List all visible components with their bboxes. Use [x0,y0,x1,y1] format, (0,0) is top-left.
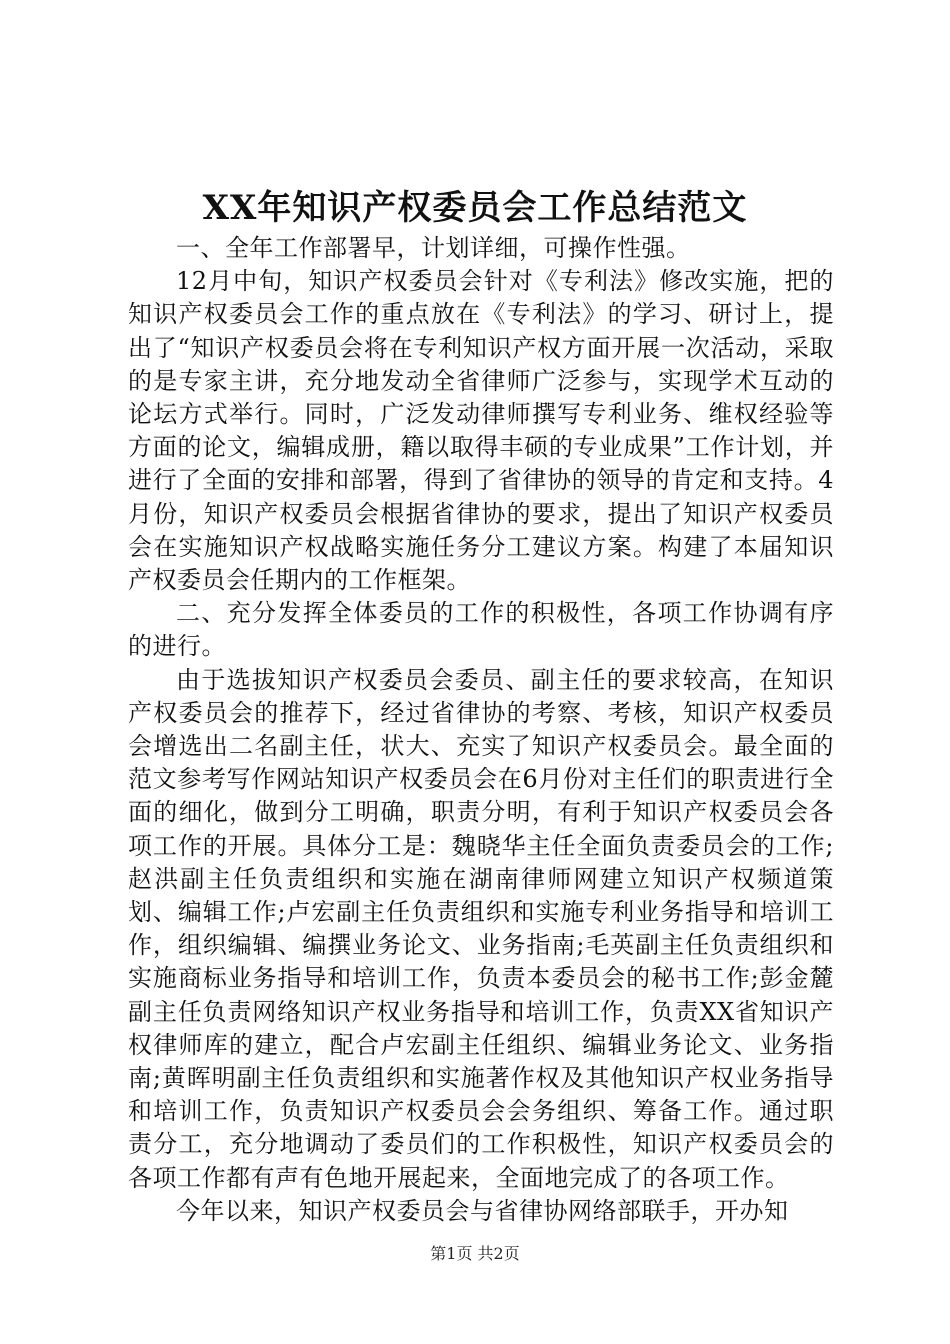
paragraph-section-one-heading: 一、全年工作部署早，计划详细，可操作性强。 [176,234,691,262]
document-title: XX年知识产权委员会工作总结范文 [202,188,748,228]
page-number-footer: 第1页 共2页 [430,1244,520,1263]
document-body [128,232,834,1228]
paragraph-division-of-duties: 由于选拔知识产权委员会委员、副主任的要求较高，在知识产权委员会的推荐下，经过省律协的考察、考核，知识产权委员会增选出二名副主任，状大、充实了知识产权委员会。最全面的范文参考写作网站知识产权委员会在6月份对主任们的职责进行全面的细化，做到分工明确，职责分明，有利于知识产权委员会各项工作的开展。具体分工是：魏晓华主任全面负责委员会的工作;赵洪副主任负责组织和实施在湖南律师网建立知识产权频道策划、编辑工作;卢宏副主任负责组织和实施专利业务指导和培训工作，组织编辑、编撰业务论文、业务指南;毛英副主任负责组织和实施商标业务指导和培训工作，负责本委员会的秘书工作;彭金麓副主任负责网络知识产权业务指导和培训工作，负责XX省知识产权律师库的建立，配合卢宏副主任组织、编辑业务论文、业务指南;黄晖明副主任负责组织和实施著作权及其他知识产权业务指导和培训工作，负责知识产权委员会会务组织、筹备工作。通过职责分工，充分地调动了委员们的工作积极性，知识产权委员会的各项工作都有声有色地开展起来，全面地完成了的各项工作。 [128,665,834,1192]
paragraph-december-plan: 12月中旬，知识产权委员会针对《专利法》修改实施，把的知识产权委员会工作的重点放在《专利法》的学习、研讨上，提出了“知识产权委员会将在专利知识产权方面开展一次活动，采取的是专家主讲，充分地发动全省律师广泛参与，实现学术互动的论坛方式举行。同时，广泛发动律师撰写专利业务、维权经验等方面的论文，编辑成册，籍以取得丰硕的专业成果”工作计划，并进行了全面的安排和部署，得到了省律协的领导的肯定和支持。4月份，知识产权委员会根据省律协的要求，提出了知识产权委员会在实施知识产权战略实施任务分工建议方案。构建了本届知识产权委员会任期内的工作框架。 [128,267,834,595]
paragraph-network-cooperation: 今年以来，知识产权委员会与省律协网络部联手，开办知 [176,1196,789,1225]
paragraph-section-two-heading: 二、充分发挥全体委员的工作的积极性，各项工作协调有序的进行。 [128,599,834,661]
